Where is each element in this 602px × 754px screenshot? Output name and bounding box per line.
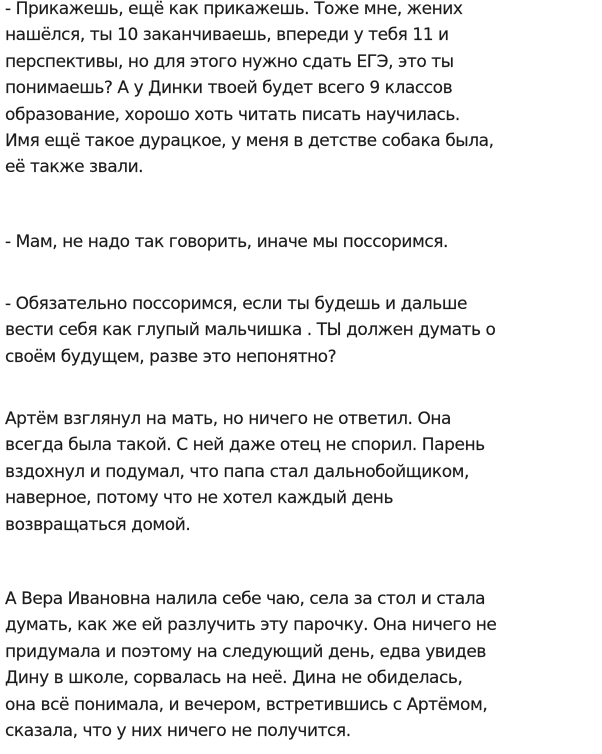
paragraph-narration-vera [5, 586, 496, 744]
text-line: своём будущем, разве это непонятно? [5, 346, 337, 367]
text-line: всегда была такой. С ней даже отец не спорил. Парень [5, 435, 485, 456]
paragraph-son-reply [5, 229, 448, 255]
text-line: Дину в школе, сорвалась на неё. Дина не обиделась, [5, 668, 463, 689]
text-line: возвращаться домой. [5, 514, 191, 535]
text-line: - Мам, не надо так говорить, иначе мы поссоримся. [5, 232, 448, 252]
text-line: - Обязательно поссоримся, если ты будешь и дальше [5, 294, 467, 314]
text-line: думать, как же ей разлучить эту парочку. Она ничего не [5, 615, 497, 636]
text-line: она всё понимала, и вечером, встретившись с Артёмом, [5, 694, 488, 715]
text-line: образование, хорошо хоть читать писать научилась. [5, 104, 460, 125]
paragraph-narration-artyom [5, 406, 485, 538]
text-line: нашёлся, ты 10 заканчиваешь, впереди у тебя 11 и [5, 25, 449, 46]
text-line: вести себя как глупый мальчишка . ТЫ должен думать о [5, 320, 496, 341]
text-line: Артём взглянул на мать, но ничего не ответил. Она [5, 409, 452, 429]
text-line: придумала и поэтому на следующий день, едва увидев [5, 641, 486, 662]
paragraph-mother-speech [5, 0, 494, 181]
text-line: Имя ещё такое дурацкое, у меня в детстве собака была, [5, 131, 494, 152]
text-line: её также звали. [5, 157, 144, 178]
text-line: перспективы, но для этого нужно сдать ЕГЭ, это ты [5, 51, 454, 72]
text-line: А Вера Ивановна налила себе чаю, села за стол и стала [5, 589, 486, 609]
paragraph-mother-reply [5, 291, 495, 370]
text-line: сказала, что у них ничего не получится. [5, 721, 351, 742]
text-line: понимаешь? А у Динки твоей будет всего 9 классов [5, 78, 453, 99]
text-line: - Прикажешь, ещё как прикажешь. Тоже мне, жених [5, 0, 463, 19]
text-line: наверное, потому что не хотел каждый день [5, 488, 394, 509]
text-line: вздохнул и подумал, что папа стал дальнобойщиком, [5, 461, 469, 482]
